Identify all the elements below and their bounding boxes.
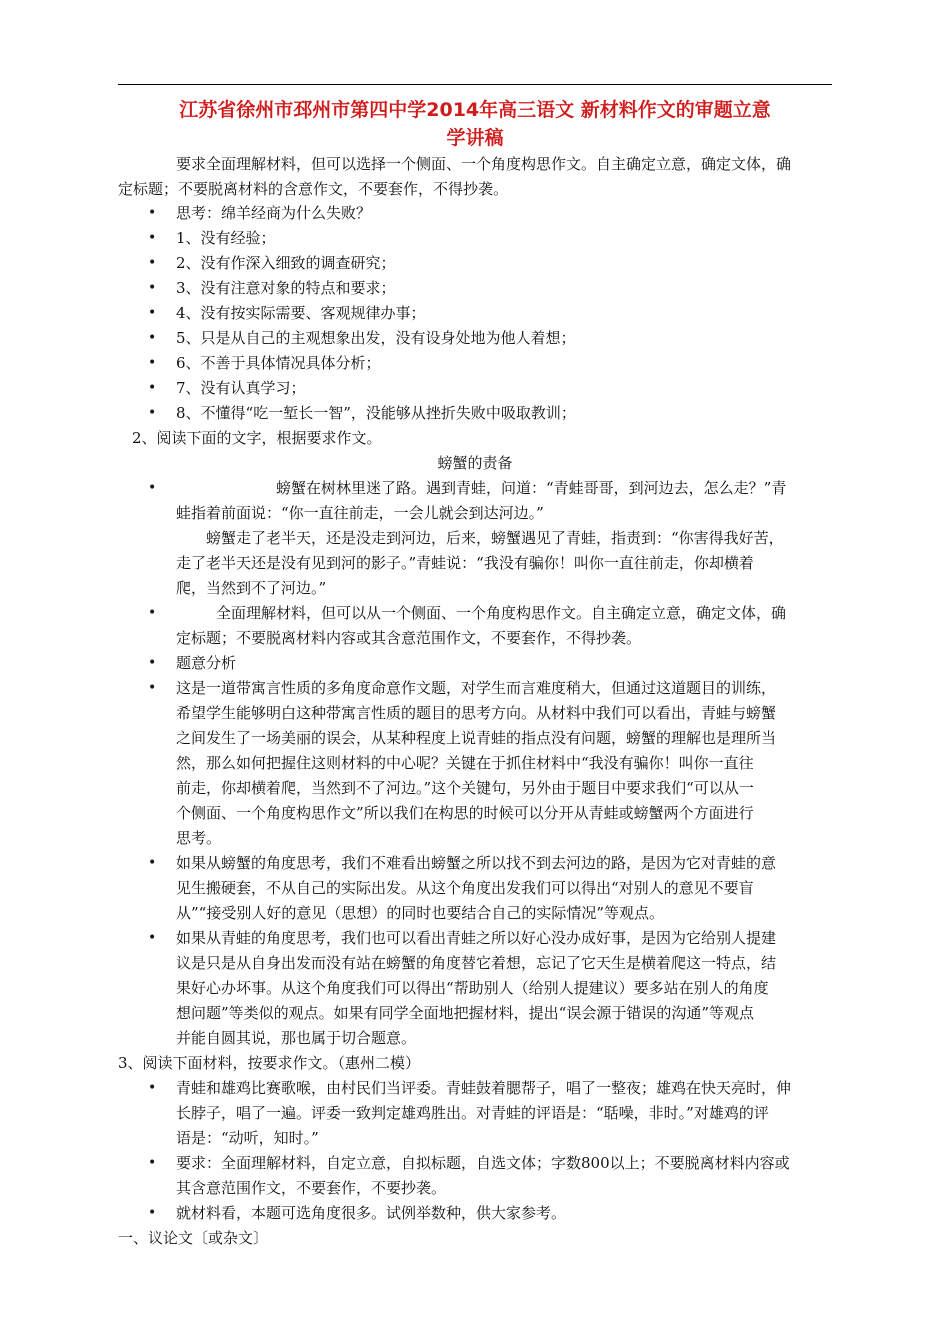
bullet: • <box>148 1080 157 1096</box>
analysis-line: 之间发生了一场美丽的误会，从某种程度上说青蛙的指点没有问题，螃蟹的理解也是理所当 <box>176 729 777 747</box>
story-paragraph-line: 螃蟹走了老半天，还是没走到河边，后来，螃蟹遇见了青蛙，指责到：“你害得我好苦， <box>206 529 784 547</box>
bullet: • <box>148 280 157 296</box>
requirement-line: 全面理解材料，但可以从一个侧面、一个角度构思作文。自主确定立意，确定文体，确 <box>216 604 787 622</box>
bullet: • <box>148 380 157 396</box>
crab-angle-line: 如果从螃蟹的角度思考，我们不难看出螃蟹之所以找不到去河边的路，是因为它对青蛙的意 <box>176 854 777 872</box>
bullet: • <box>148 255 157 271</box>
header-rule <box>118 84 832 85</box>
crab-angle-line: 见生搬硬套，不从自己的实际出发。从这个角度出发我们可以得出“对别人的意见不要盲 <box>176 879 754 897</box>
bullet: • <box>148 230 157 246</box>
bullet: • <box>148 930 157 946</box>
analysis-heading: 题意分析 <box>176 654 237 672</box>
reason-item: 7、没有认真学习； <box>176 379 306 397</box>
bullet: • <box>148 330 157 346</box>
analysis-line: 希望学生能够明白这种带寓言性质的题目的思考方向。从材料中我们可以看出，青蛙与螃蟹 <box>176 704 777 722</box>
bullet: • <box>148 480 157 496</box>
bullet: • <box>148 305 157 321</box>
bullet: • <box>148 355 157 371</box>
frog-angle-line: 议是只是从自身出发而没有站在螃蟹的角度替它着想，忘记了它天生是横着爬这一特点，结 <box>176 954 777 972</box>
analysis-line: 前走，你却横着爬，当然到不了河边。”这个关键句，另外由于题目中要求我们“可以从一 <box>176 779 754 797</box>
reason-item: 8、不懂得“吃一堑长一智”，没能够从挫折失败中吸取教训； <box>176 404 576 422</box>
frog-angle-line: 果好心办坏事。从这个角度我们可以得出“帮助别人（给别人提建议）要多站在别人的角度 <box>176 979 769 997</box>
title-line-2: 学讲稿 <box>446 127 504 149</box>
bullet: • <box>148 655 157 671</box>
question-2: 2、阅读下面的文字，根据要求作文。 <box>132 429 382 447</box>
material-line: 语是：“动听，知时。” <box>176 1129 319 1147</box>
intro-line-2: 定标题；不要脱离材料的含意作文，不要套作，不得抄袭。 <box>118 180 509 198</box>
material-line: 青蛙和雄鸡比赛歌喉，由村民们当评委。青蛙鼓着腮帮子，唱了一整夜；雄鸡在快天亮时，伸 <box>176 1079 792 1097</box>
story-title: 螃蟹的责备 <box>437 454 513 472</box>
reason-item: 3、没有注意对象的特点和要求； <box>176 279 396 297</box>
reason-item: 4、没有按实际需要、客观规律办事； <box>176 304 426 322</box>
bullet: • <box>148 680 157 696</box>
intro-line-1: 要求全面理解材料，但可以选择一个侧面、一个角度构思作文。自主确定立意，确定文体，确 <box>176 155 792 173</box>
bullet: • <box>148 855 157 871</box>
angles-note: 就材料看，本题可选角度很多。试例举数种，供大家参考。 <box>176 1204 567 1222</box>
reason-item: 1、没有经验； <box>176 229 276 247</box>
section-heading: 一、议论文〔或杂文〕 <box>118 1229 269 1247</box>
frog-angle-line: 并能自圆其说，那也属于切合题意。 <box>176 1029 417 1047</box>
story-paragraph-line: 爬，当然到不了河边。” <box>176 579 327 597</box>
analysis-line: 思考。 <box>176 829 222 847</box>
bullet: • <box>148 205 157 221</box>
story-paragraph-line: 蛙指着前面说：“你一直往前走，一会儿就会到达河边。” <box>176 504 544 522</box>
reason-item: 2、没有作深入细致的调查研究； <box>176 254 396 272</box>
bullet: • <box>148 605 157 621</box>
requirement-line: 要求：全面理解材料，自定立意，自拟标题，自选文体；字数800以上；不要脱离材料内容或 <box>176 1154 790 1172</box>
document-title <box>118 96 832 152</box>
requirement-line: 定标题；不要脱离材料内容或其含意范围作文，不要套作，不得抄袭。 <box>176 629 642 647</box>
think-question: 思考：绵羊经商为什么失败？ <box>176 204 372 222</box>
frog-angle-line: 如果从青蛙的角度思考，我们也可以看出青蛙之所以好心没办成好事，是因为它给别人提建 <box>176 929 777 947</box>
analysis-line: 个侧面、一个角度构思作文”所以我们在构思的时候可以分开从青蛙或螃蟹两个方面进行 <box>176 804 754 822</box>
crab-angle-line: 从”“接受别人好的意见（思想）的同时也要结合自己的实际情况”等观点。 <box>176 904 665 922</box>
reason-item: 6、不善于具体情况具体分析； <box>176 354 381 372</box>
material-line: 长脖子，唱了一遍。评委一致判定雄鸡胜出。对青蛙的评语是：“聒噪，非时。”对雄鸡的评 <box>176 1104 769 1122</box>
analysis-line: 这是一道带寓言性质的多角度命意作文题，对学生而言难度稍大，但通过这道题目的训练， <box>176 679 777 697</box>
story-paragraph-line: 螃蟹在树林里迷了路。遇到青蛙，问道：“青蛙哥哥，到河边去，怎么走？”青 <box>276 479 787 497</box>
analysis-line: 然，那么如何把握住这则材料的中心呢？关键在于抓住材料中“我没有骗你！叫你一直往 <box>176 754 754 772</box>
requirement-line: 其含意范围作文，不要套作，不要抄袭。 <box>176 1179 447 1197</box>
reason-item: 5、只是从自己的主观想象出发，没有设身处地为他人着想； <box>176 329 576 347</box>
story-paragraph-line: 走了老半天还是没有见到河的影子。”青蛙说：“我没有骗你！叫你一直往前走，你却横着 <box>176 554 754 572</box>
bullet: • <box>148 405 157 421</box>
frog-angle-line: 想问题”等类似的观点。如果有同学全面地把握材料，提出“误会源于错误的沟通”等观点 <box>176 1004 755 1022</box>
question-3: 3、阅读下面材料，按要求作文。（惠州二模） <box>118 1054 421 1072</box>
bullet: • <box>148 1155 157 1171</box>
title-line-1: 江苏省徐州市邳州市第四中学2014年高三语文 新材料作文的审题立意 <box>179 99 771 121</box>
bullet: • <box>148 1205 157 1221</box>
